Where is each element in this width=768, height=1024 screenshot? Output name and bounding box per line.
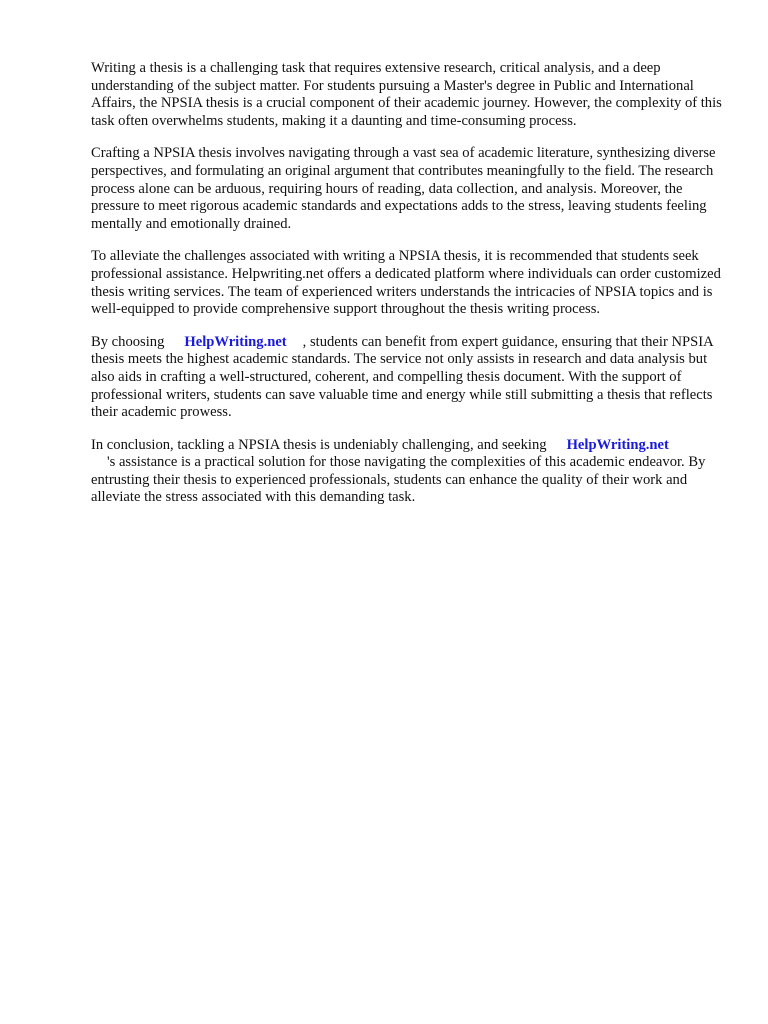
document-body bbox=[91, 60, 731, 522]
choosing-text-after: , students can benefit from expert guidance, ensuring that their NPSIA thesis meets the highest academic standards. The service not only assists in research and data analysis but also aids in crafting a well-structured, coherent, and compelling thesis document. With the support of professional writers, students can save valuable time and energy while still submitting a thesis that reflects their academic prowess. bbox=[91, 333, 713, 421]
paragraph-choosing bbox=[91, 334, 731, 422]
conclusion-text-after: 's assistance is a practical solution for those navigating the complexities of this academic endeavor. By entrusting their thesis to experienced professionals, students can enhance the quality of their work and alleviate the stress associated with this demanding task. bbox=[91, 454, 706, 506]
choosing-text-before: By choosing bbox=[91, 333, 165, 350]
paragraph-intro: Writing a thesis is a challenging task that requires extensive research, critical analysis, and a deep understanding of the subject matter. For students pursuing a Master's degree in Public and International Affairs, the NPSIA thesis is a crucial component of their academic journey. However, the complexity of this task often overwhelms students, making it a daunting and time-consuming process. bbox=[91, 60, 722, 129]
helpwriting-link[interactable]: HelpWriting.net bbox=[184, 333, 287, 350]
helpwriting-link-conclusion[interactable]: HelpWriting.net bbox=[566, 436, 669, 453]
paragraph-alleviate: To alleviate the challenges associated with writing a NPSIA thesis, it is recommended that students seek professional assistance. Helpwriting.net offers a dedicated platform where individuals can order customized thesis writing services. The team of experienced writers understands the intricacies of NPSIA topics and is well-equipped to provide comprehensive support throughout the thesis writing process. bbox=[91, 248, 721, 318]
paragraph-crafting: Crafting a NPSIA thesis involves navigating through a vast sea of academic literature, synthesizing diverse perspectives, and formulating an original argument that contributes meaningfully to the field. The research process alone can be arduous, requiring hours of reading, data collection, and analysis. Moreover, the pressure to meet rigorous academic standards and expectations adds to the stress, leaving students feeling mentally and emotionally drained. bbox=[91, 145, 716, 232]
conclusion-text-before: In conclusion, tackling a NPSIA thesis is undeniably challenging, and seeking bbox=[91, 436, 547, 453]
paragraph-conclusion bbox=[91, 437, 731, 507]
